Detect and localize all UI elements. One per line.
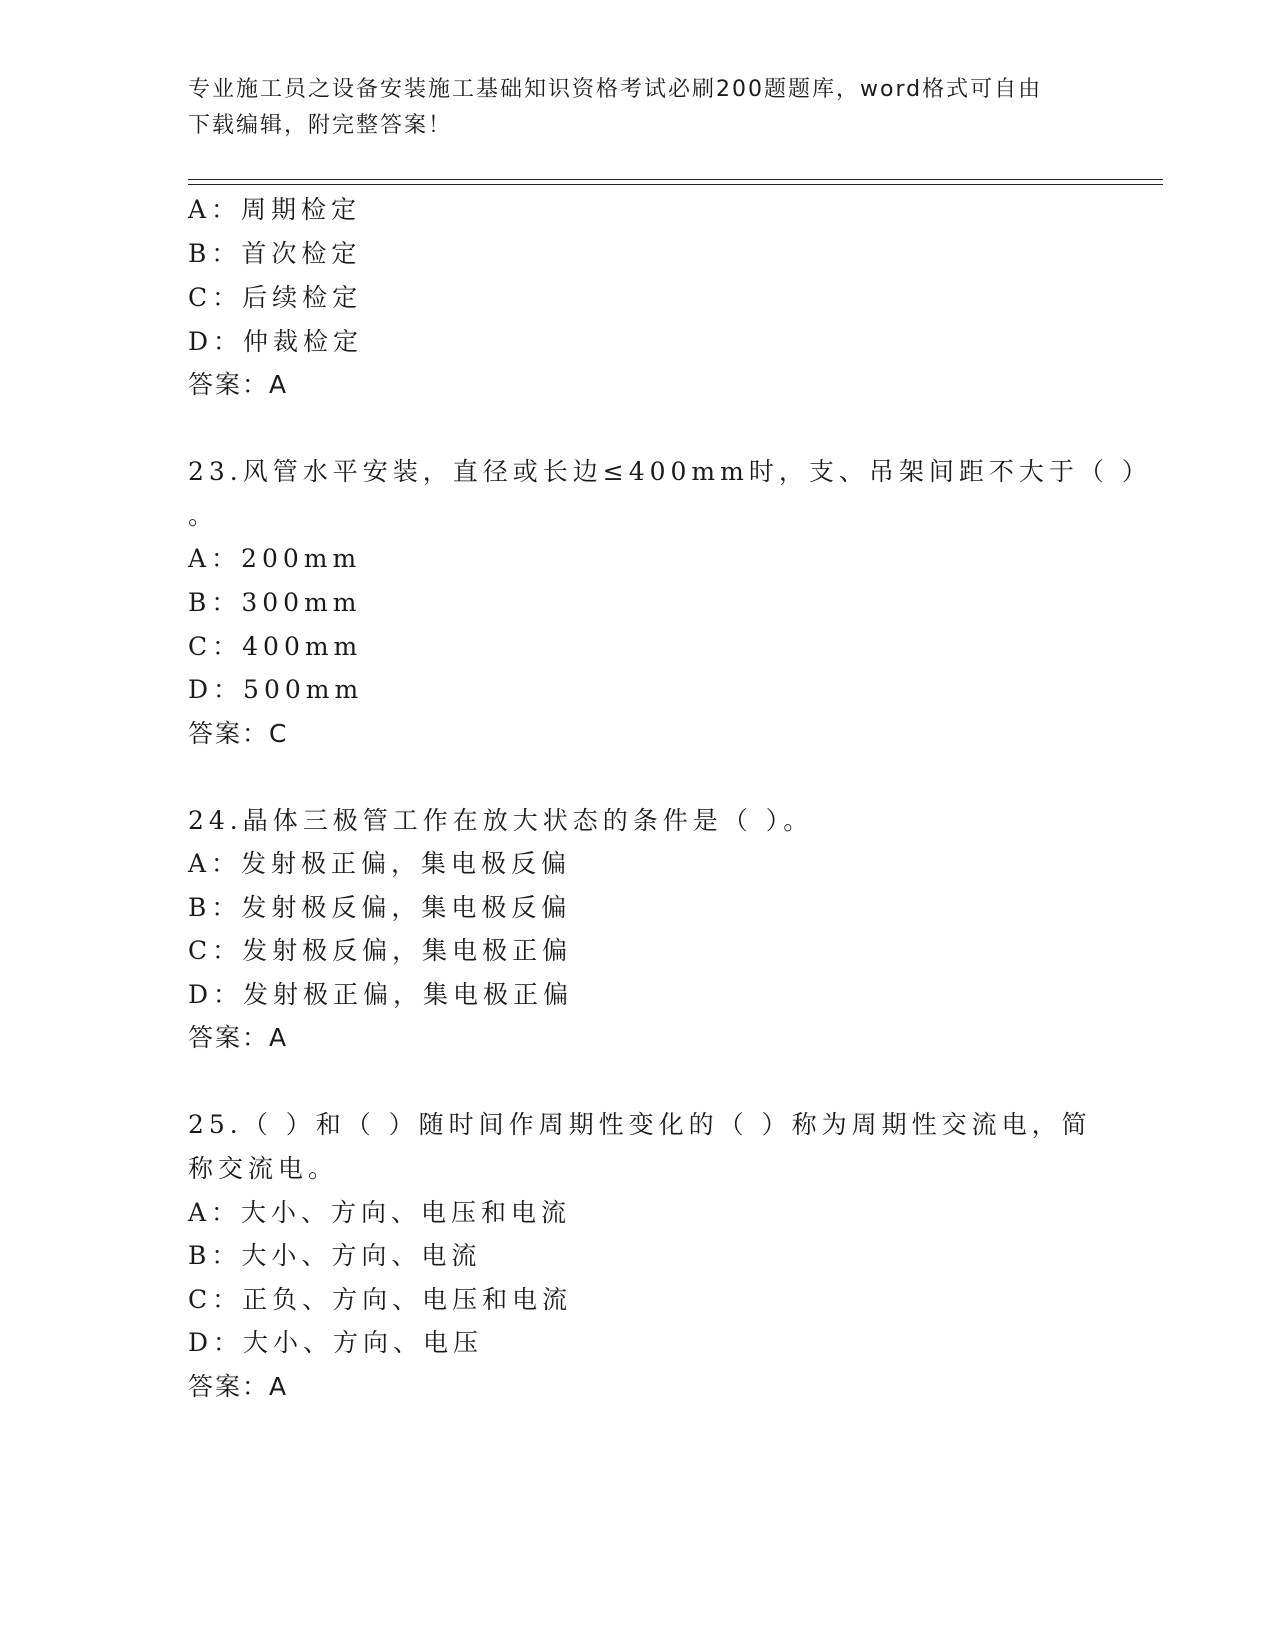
q23-answer: 答案：C xyxy=(188,719,289,748)
header-divider-bottom xyxy=(188,184,1163,185)
q24-answer: 答案：A xyxy=(188,1023,289,1052)
q23-option-d: D：500mm xyxy=(188,675,364,704)
q24-option-b: B：发射极反偏，集电极反偏 xyxy=(188,893,572,922)
q23-question-line-2: 。 xyxy=(188,501,219,530)
header-line-2: 下载编辑，附完整答案！ xyxy=(188,113,453,138)
q25-question-line-2: 称交流电。 xyxy=(188,1154,339,1183)
q24-question-line-1: 24.晶体三极管工作在放大状态的条件是（ ）。 xyxy=(188,806,814,835)
q22-option-c: C：后续检定 xyxy=(188,283,363,312)
q22-option-d: D：仲裁检定 xyxy=(188,327,364,356)
q23-option-b: B：300mm xyxy=(188,588,362,617)
q22-option-a: A：周期检定 xyxy=(188,195,362,224)
q23-option-c: C：400mm xyxy=(188,632,363,661)
q22-option-b: B：首次检定 xyxy=(188,239,362,268)
document-header xyxy=(188,72,1088,144)
q24-option-c: C：发射极反偏，集电极正偏 xyxy=(188,936,573,965)
q25-option-b: B：大小、方向、电流 xyxy=(188,1241,482,1270)
q23-option-a: A：200mm xyxy=(188,544,362,573)
header-divider-top xyxy=(188,179,1163,180)
q25-option-a: A：大小、方向、电压和电流 xyxy=(188,1198,572,1227)
q24-option-d: D：发射极正偏，集电极正偏 xyxy=(188,980,574,1009)
q22-answer: 答案：A xyxy=(188,370,289,399)
q24-option-a: A：发射极正偏，集电极反偏 xyxy=(188,849,572,878)
q25-answer: 答案：A xyxy=(188,1372,289,1401)
q25-option-c: C：正负、方向、电压和电流 xyxy=(188,1285,573,1314)
header-line-1: 专业施工员之设备安装施工基础知识资格考试必刷200题题库，word格式可自由 xyxy=(188,77,1043,102)
q25-question-line-1: 25.（ ）和（ ）随时间作周期性变化的（ ）称为周期性交流电，简 xyxy=(188,1110,1092,1139)
q23-question-line-1: 23.风管水平安装，直径或长边≤400mm时，支、吊架间距不大于（ ） xyxy=(188,457,1152,486)
q25-option-d: D：大小、方向、电压 xyxy=(188,1328,484,1357)
